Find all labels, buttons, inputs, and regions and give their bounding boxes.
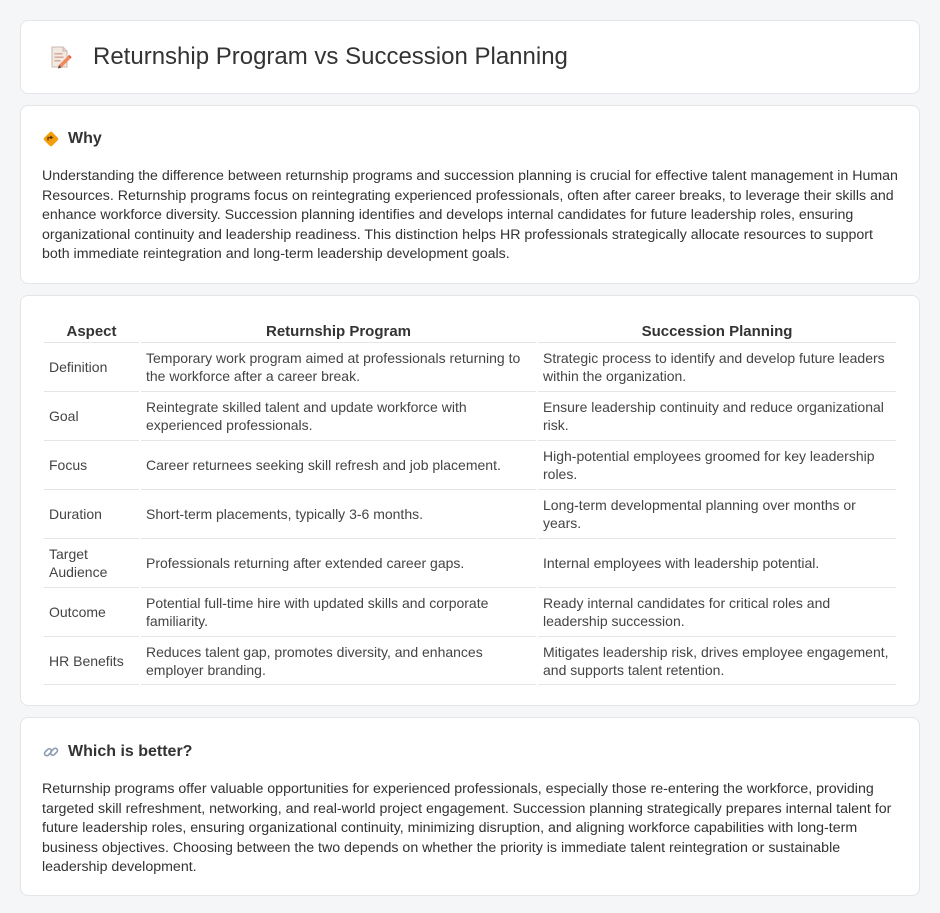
table-row (44, 636, 896, 685)
better-heading: Which is better? (68, 743, 193, 760)
cell-aspect: Definition (44, 342, 139, 391)
cell-aspect: Target Audience (44, 538, 139, 587)
cell-aspect: Duration (44, 489, 139, 538)
table-row (44, 342, 896, 391)
cell-succession: Long-term developmental planning over months or years. (538, 489, 896, 538)
why-heading: Why (68, 130, 102, 147)
cell-succession: High-potential employees groomed for key leadership roles. (538, 440, 896, 489)
cell-returnship: Career returnees seeking skill refresh and job placement. (141, 440, 536, 489)
diamond-sign-icon (42, 130, 60, 148)
cell-returnship: Reduces talent gap, promotes diversity, and enhances employer branding. (141, 636, 536, 685)
better-text: Returnship programs offer valuable opportunities for experienced professionals, especially those re-entering the workforce, providing targeted skill refreshment, networking, and real-world project engagement. Succession planning strategically prepares internal talent for future leadership roles, ensuring organizational continuity, minimizing disruption, and aligning workforce capabilities with long-term business objectives. Choosing between the two depends on whether the priority is immediate talent reintegration or sustainable leadership development. (42, 781, 892, 875)
better-section (20, 717, 920, 896)
cell-aspect: Goal (44, 391, 139, 440)
cell-returnship: Potential full-time hire with updated skills and corporate familiarity. (141, 587, 536, 636)
table-row (44, 489, 896, 538)
header-succession: Succession Planning (641, 323, 793, 340)
link-icon (42, 743, 60, 761)
cell-returnship: Reintegrate skilled talent and update workforce with experienced professionals. (141, 391, 536, 440)
table-row (44, 440, 896, 489)
why-text: Understanding the difference between returnship programs and succession planning is crucial for effective talent management in Human Resources. Returnship programs focus on reintegrating experienced professionals, often after career breaks, to leverage their skills and enhance workforce diversity. Succession planning identifies and develops internal candidates for future leadership roles, ensuring organizational continuity and leadership readiness. This distinction helps HR professionals strategically allocate resources to support both immediate reintegration and long-term leadership development goals. (42, 168, 898, 262)
cell-succession: Ready internal candidates for critical roles and leadership succession. (538, 587, 896, 636)
comparison-card (20, 295, 920, 706)
cell-returnship: Professionals returning after extended career gaps. (141, 538, 536, 587)
comparison-table (42, 316, 898, 685)
page-title: Returnship Program vs Succession Planning (93, 43, 568, 70)
header-returnship: Returnship Program (265, 323, 412, 340)
cell-aspect: Focus (44, 440, 139, 489)
table-row (44, 391, 896, 440)
cell-succession: Ensure leadership continuity and reduce organizational risk. (538, 391, 896, 440)
document-pencil-icon (47, 44, 73, 70)
cell-aspect: HR Benefits (44, 636, 139, 685)
header-aspect: Aspect (66, 323, 117, 340)
cell-succession: Mitigates leadership risk, drives employee engagement, and supports talent retention. (538, 636, 896, 685)
table-row (44, 587, 896, 636)
table-row (44, 538, 896, 587)
cell-succession: Strategic process to identify and develop future leaders within the organization. (538, 342, 896, 391)
cell-succession: Internal employees with leadership potential. (538, 538, 896, 587)
cell-aspect: Outcome (44, 587, 139, 636)
title-card (20, 20, 920, 94)
cell-returnship: Temporary work program aimed at professionals returning to the workforce after a career break. (141, 342, 536, 391)
cell-returnship: Short-term placements, typically 3-6 months. (141, 489, 536, 538)
why-section (20, 105, 920, 284)
